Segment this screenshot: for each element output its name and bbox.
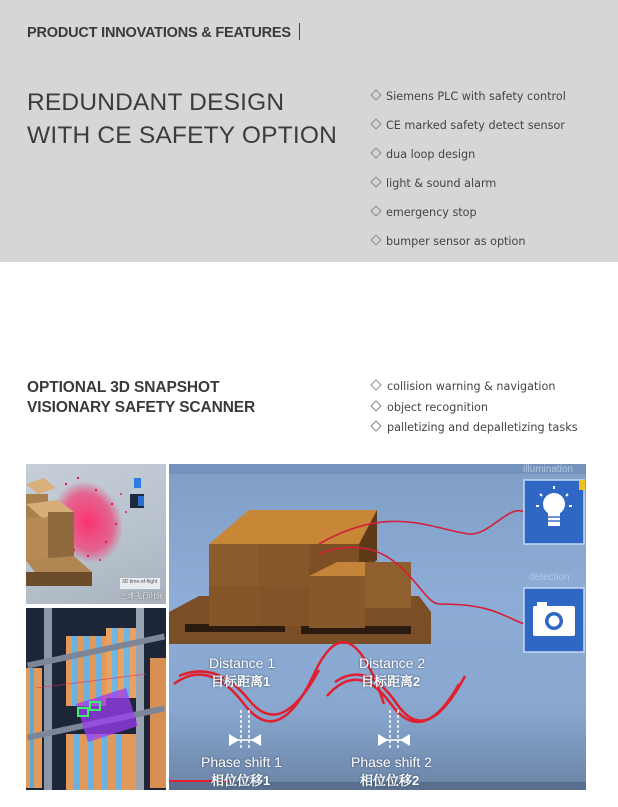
distance-2-label: Distance 2 <box>359 655 426 671</box>
feature-text: palletizing and depalletizing tasks <box>387 421 578 434</box>
diamond-bullet-icon <box>370 379 381 390</box>
phase-shift-diagram <box>169 464 586 790</box>
diamond-bullet-icon <box>370 147 381 158</box>
feature-text: collision warning & navigation <box>387 380 556 393</box>
distance-1-label: Distance 1 <box>209 655 276 671</box>
feature-item <box>371 378 578 399</box>
title-line-1: OPTIONAL 3D SNAPSHOT <box>27 379 220 396</box>
section-kicker <box>27 23 300 41</box>
feature-text: emergency stop <box>386 206 477 219</box>
illumination-label: illumination <box>523 464 574 475</box>
feature-item <box>371 117 566 146</box>
detection-label: detection <box>529 572 570 583</box>
pallet-phase-illustration <box>169 464 586 790</box>
feature-item <box>371 175 566 204</box>
safety-feature-list <box>371 88 566 262</box>
rack-scan-image <box>26 608 166 790</box>
title-line-1: REDUNDANT DESIGN <box>27 89 285 116</box>
feature-item <box>371 204 566 233</box>
diamond-bullet-icon <box>370 420 381 431</box>
feature-text: light & sound alarm <box>386 177 497 190</box>
image-caption: 3D time-of-flight <box>122 579 158 585</box>
diamond-bullet-icon <box>370 205 381 216</box>
distance-1-cn-label: 目标距离1 <box>211 674 271 689</box>
kicker-divider <box>299 23 301 40</box>
feature-item <box>371 88 566 117</box>
feature-item <box>371 399 578 420</box>
feature-text: CE marked safety detect sensor <box>386 119 565 132</box>
title-line-2: VISIONARY SAFETY SCANNER <box>27 399 256 416</box>
phase-shift-1-label: Phase shift 1 <box>201 754 282 770</box>
redundant-design-title <box>27 86 337 152</box>
feature-text: Siemens PLC with safety control <box>386 90 566 103</box>
feature-text: bumper sensor as option <box>386 235 526 248</box>
diamond-bullet-icon <box>370 234 381 245</box>
diamond-bullet-icon <box>370 400 381 411</box>
phase-shift-2-cn-label: 相位位移2 <box>360 773 420 788</box>
diamond-bullet-icon <box>370 176 381 187</box>
feature-item <box>371 233 566 262</box>
feature-item <box>371 419 578 440</box>
feature-text: object recognition <box>387 400 488 414</box>
phase-shift-2-label: Phase shift 2 <box>351 754 432 770</box>
rack-illustration <box>26 608 166 790</box>
distance-2-cn-label: 目标距离2 <box>361 674 421 689</box>
diamond-bullet-icon <box>370 118 381 129</box>
phase-shift-1-cn-label: 相位位移1 <box>211 773 271 788</box>
point-cloud-image <box>26 464 166 604</box>
diamond-bullet-icon <box>370 89 381 100</box>
scanner-feature-list <box>371 378 578 440</box>
kicker-text: PRODUCT INNOVATIONS & FEATURES <box>27 25 291 41</box>
feature-item <box>371 146 566 175</box>
title-line-2: WITH CE SAFETY OPTION <box>27 122 338 149</box>
feature-text: dua loop design <box>386 148 476 161</box>
scanner-title <box>27 378 255 418</box>
image-caption-cn: 三维飞行时间 <box>121 593 163 600</box>
